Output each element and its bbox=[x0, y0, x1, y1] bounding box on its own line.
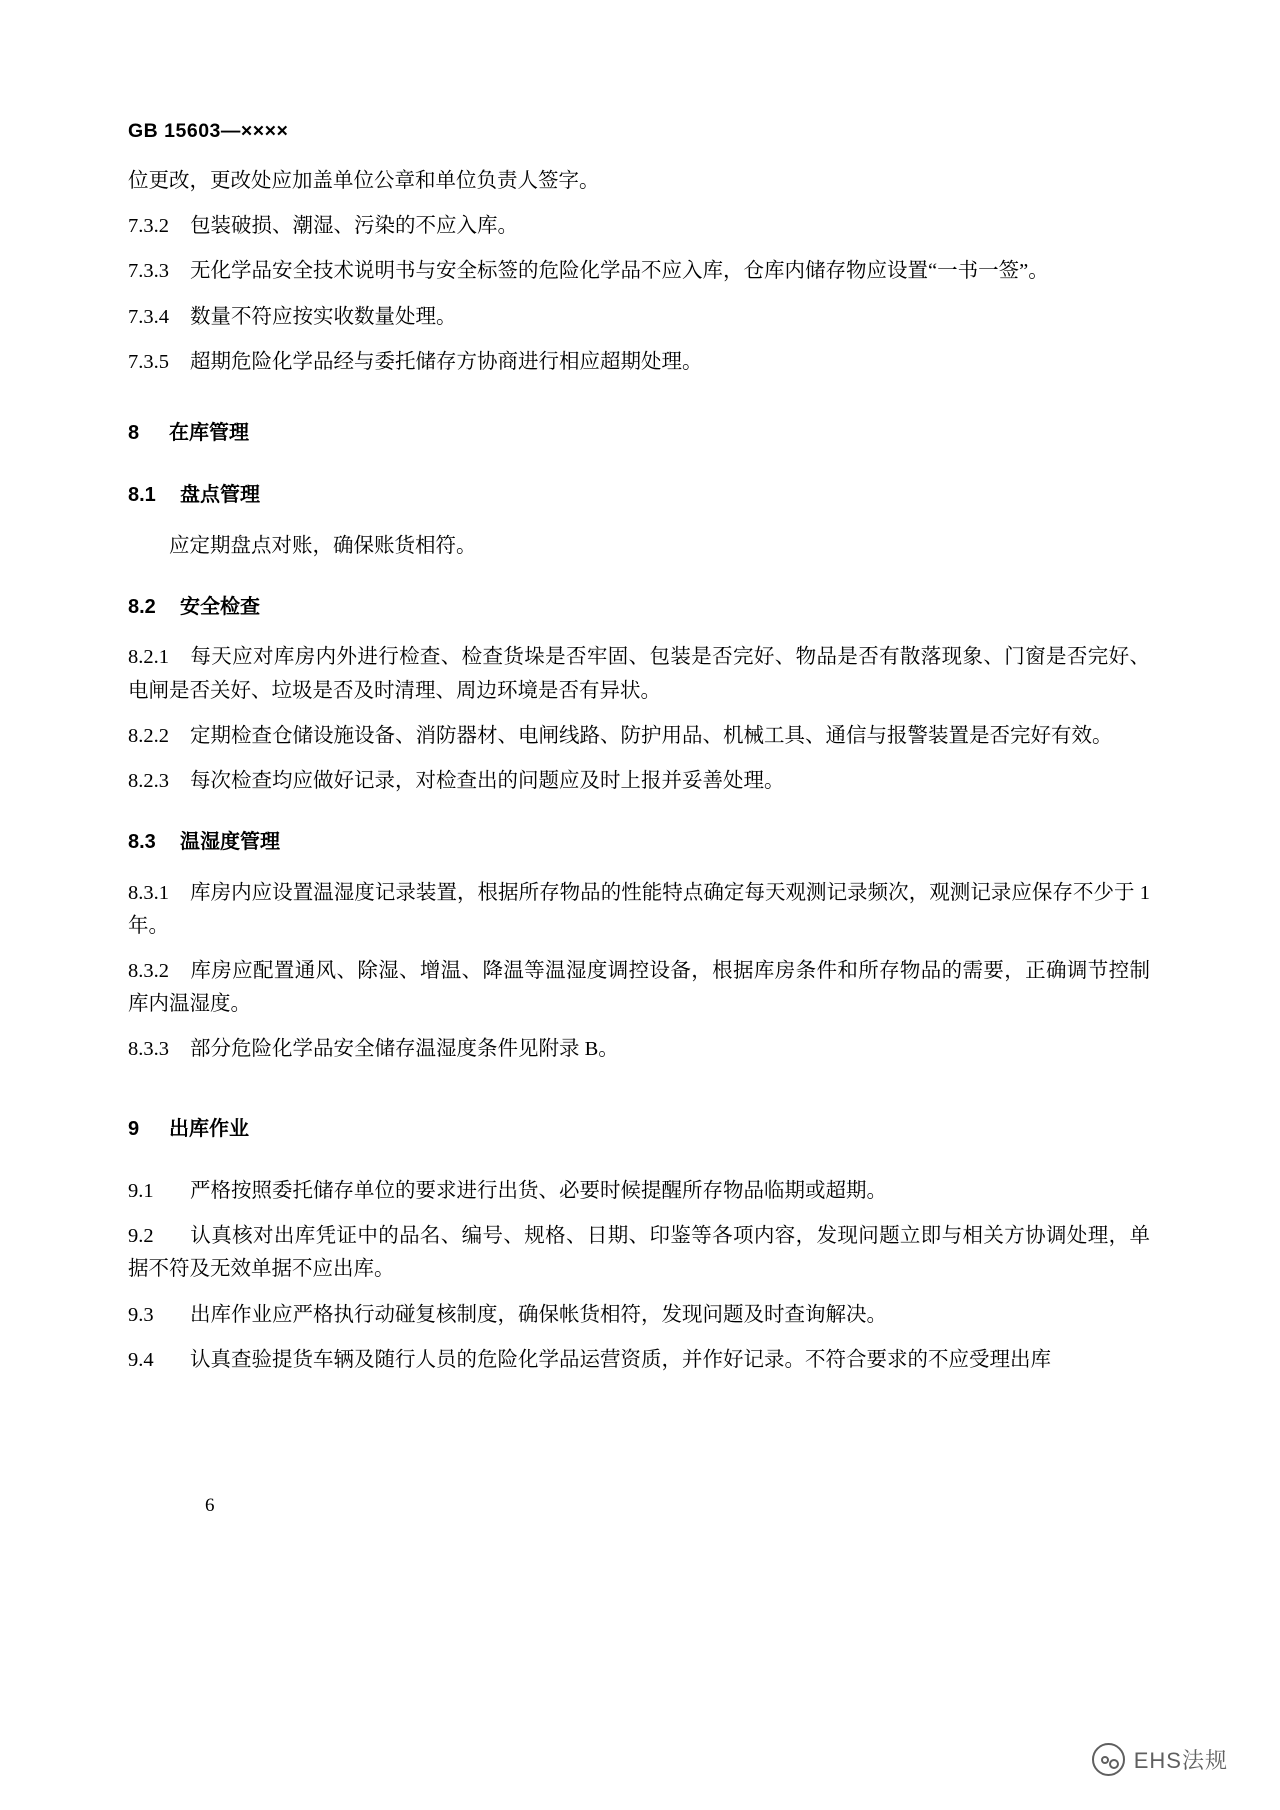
clause-number-9-3: 9.3 bbox=[128, 1303, 154, 1326]
clause-text-9-2: 认真核对出库凭证中的品名、编号、规格、日期、印鉴等各项内容，发现问题立即与相关方协调处理，单据不符及无效单据不应出库。 bbox=[128, 1225, 1150, 1281]
clause-text-8-2-1: 每天应对库房内外进行检查、检查货垛是否牢固、包装是否完好、物品是否有散落现象、门窗是否完好、电闸是否关好、垃圾是否及时清理、周边环境是否有异状。 bbox=[128, 646, 1150, 702]
section-number-8-2: 8.2 bbox=[128, 596, 156, 618]
section-number-8: 8 bbox=[128, 422, 140, 445]
section-heading-9 bbox=[128, 1113, 1150, 1145]
paragraph-8-1-body: 应定期盘点对账，确保账货相符。 bbox=[169, 534, 477, 557]
clause-text-8-3-2: 库房应配置通风、除湿、增温、降温等温湿度调控设备，根据库房条件和所存物品的需要，正确调节控制库内温湿度。 bbox=[128, 960, 1150, 1016]
section-title-8: 在库管理 bbox=[169, 422, 249, 445]
clause-number-7-3-5: 7.3.5 bbox=[128, 350, 169, 373]
paragraph-continued: 位更改，更改处应加盖单位公章和单位负责人签字。 bbox=[128, 170, 600, 192]
clause-9-1 bbox=[128, 1175, 1150, 1208]
clause-number-8-3-2: 8.3.2 bbox=[128, 960, 169, 982]
section-title-8-2: 安全检查 bbox=[180, 596, 260, 618]
clause-8-2-2 bbox=[128, 720, 1150, 753]
clause-number-8-3-3: 8.3.3 bbox=[128, 1038, 169, 1061]
clause-number-9-4: 9.4 bbox=[128, 1348, 154, 1371]
clause-7-3-4 bbox=[128, 301, 1150, 334]
section-heading-8-2 bbox=[128, 591, 1150, 623]
clause-9-4 bbox=[128, 1344, 1150, 1377]
clause-text-8-3-3: 部分危险化学品安全储存温湿度条件见附录 B。 bbox=[190, 1038, 619, 1061]
clause-number-7-3-3: 7.3.3 bbox=[128, 260, 169, 283]
clause-number-8-3-1: 8.3.1 bbox=[128, 881, 169, 904]
clause-7-3-5 bbox=[128, 346, 1150, 379]
section-number-8-1: 8.1 bbox=[128, 484, 156, 507]
section-heading-8-3 bbox=[128, 826, 1150, 858]
clause-number-9-2: 9.2 bbox=[128, 1225, 154, 1248]
page-content bbox=[128, 120, 1150, 1389]
clause-text-7-3-4: 数量不符应按实收数量处理。 bbox=[190, 305, 457, 328]
clause-text-9-3: 出库作业应严格执行动碰复核制度，确保帐货相符，发现问题及时查询解决。 bbox=[190, 1303, 887, 1326]
clause-text-8-3-1: 库房内应设置温湿度记录装置，根据所存物品的性能特点确定每天观测记录频次，观测记录应保存不少于 1 年。 bbox=[128, 881, 1150, 937]
clause-number-9-1: 9.1 bbox=[128, 1180, 154, 1202]
watermark bbox=[1092, 1743, 1228, 1776]
clause-8-3-1 bbox=[128, 877, 1150, 943]
clause-number-7-3-2: 7.3.2 bbox=[128, 215, 169, 238]
clause-text-7-3-2: 包装破损、潮湿、污染的不应入库。 bbox=[190, 215, 518, 238]
section-number-8-3: 8.3 bbox=[128, 831, 156, 854]
section-title-8-1: 盘点管理 bbox=[180, 484, 260, 507]
document-header-standard-number: GB 15603—×××× bbox=[128, 120, 289, 142]
clause-8-2-3 bbox=[128, 765, 1150, 798]
clause-8-2-1 bbox=[128, 641, 1150, 707]
page-number: 6 bbox=[205, 1495, 215, 1516]
clause-text-7-3-5: 超期危险化学品经与委托储存方协商进行相应超期处理。 bbox=[190, 350, 703, 373]
clause-8-3-2 bbox=[128, 955, 1150, 1021]
section-number-9: 9 bbox=[128, 1117, 140, 1140]
clause-number-8-2-2: 8.2.2 bbox=[128, 724, 169, 747]
section-title-8-3: 温湿度管理 bbox=[180, 831, 280, 854]
clause-number-7-3-4: 7.3.4 bbox=[128, 305, 169, 328]
clause-text-9-1: 严格按照委托储存单位的要求进行出货、必要时候提醒所存物品临期或超期。 bbox=[190, 1180, 887, 1202]
section-heading-8-1 bbox=[128, 479, 1150, 511]
section-title-9: 出库作业 bbox=[169, 1117, 249, 1140]
clause-text-7-3-3: 无化学品安全技术说明书与安全标签的危险化学品不应入库，仓库内储存物应设置“一书一签”。 bbox=[190, 260, 1049, 283]
clause-9-3 bbox=[128, 1299, 1150, 1332]
clause-text-9-4: 认真查验提货车辆及随行人员的危险化学品运营资质，并作好记录。不符合要求的不应受理出库 bbox=[190, 1348, 1051, 1371]
clause-7-3-3 bbox=[128, 255, 1150, 288]
clause-9-2 bbox=[128, 1220, 1150, 1286]
clause-number-8-2-3: 8.2.3 bbox=[128, 770, 169, 792]
clause-8-3-3 bbox=[128, 1033, 1150, 1066]
clause-text-8-2-2: 定期检查仓储设施设备、消防器材、电闸线路、防护用品、机械工具、通信与报警装置是否完好有效。 bbox=[190, 724, 1113, 747]
clause-7-3-2 bbox=[128, 210, 1150, 243]
clause-number-8-2-1: 8.2.1 bbox=[128, 646, 169, 669]
clause-text-8-2-3: 每次检查均应做好记录，对检查出的问题应及时上报并妥善处理。 bbox=[190, 770, 785, 792]
watermark-label: EHS法规 bbox=[1133, 1748, 1228, 1773]
section-heading-8 bbox=[128, 417, 1150, 449]
wechat-account-icon bbox=[1092, 1743, 1125, 1776]
